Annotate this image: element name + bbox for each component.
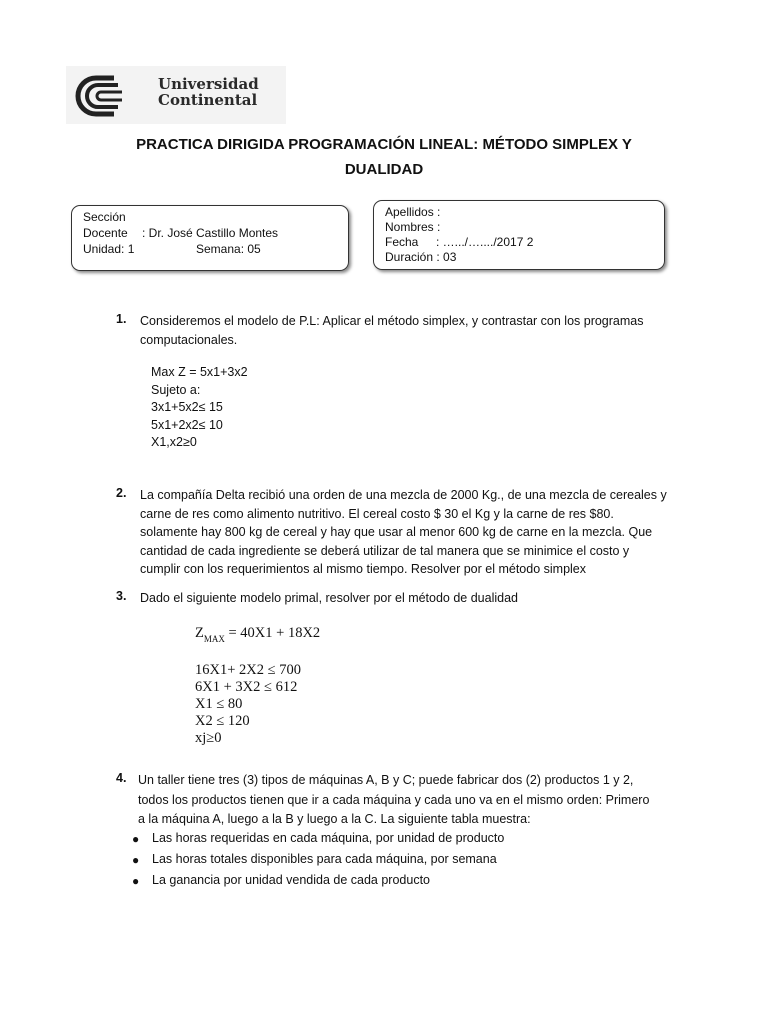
apellidos-field: Apellidos : (385, 205, 441, 219)
q1-subject-to: Sujeto a: (151, 382, 201, 397)
q3-constraint: X2 ≤ 120 (195, 713, 250, 729)
q1-model (151, 364, 248, 452)
fecha-value: : ….../…..../2017 2 (436, 235, 534, 249)
course-info-box (71, 205, 349, 271)
page-title-line-2: DUALIDAD (344, 161, 424, 178)
bullet-icon: ● (132, 832, 140, 846)
q2-text-line: cantidad de cada ingrediente se deberá utilizar de tal manera que se minimice el costo y (140, 543, 630, 558)
university-logo (66, 66, 286, 124)
q2-number: 2. (116, 486, 127, 500)
q3-constraint: X1 ≤ 80 (195, 696, 243, 712)
q3-constraints (195, 662, 301, 747)
seccion-label: Sección (83, 210, 126, 224)
q3-constraint: 6X1 + 3X2 ≤ 612 (195, 679, 298, 695)
q4-bullet-item: Las horas requeridas en cada máquina, por unidad de producto (152, 831, 505, 845)
q3-z-subscript: MAX (203, 634, 225, 644)
q4-bullet-item: La ganancia por unidad vendida de cada producto (152, 873, 430, 887)
semana-label: Semana: 05 (196, 242, 261, 256)
q4-text-line: todos los productos tienen que ir a cada máquina y cada uno va en el mismo orden: Primero (138, 792, 650, 807)
q1-number: 1. (116, 312, 127, 326)
page-title-line-1: PRACTICA DIRIGIDA PROGRAMACIÓN LINEAL: MÉTODO SIMPLEX Y (136, 136, 632, 153)
student-info-box (373, 200, 665, 270)
q3-z-expression: = 40X1 + 18X2 (224, 625, 321, 641)
logo-emblem-icon (74, 74, 154, 118)
q3-objective (195, 625, 320, 648)
q2-text-line: solamente hay 800 kg de cereal y hay que usar al menor 600 kg de carne en la mezcla. Que (140, 525, 653, 539)
fecha-label: Fecha (385, 235, 419, 249)
q4-number: 4. (116, 771, 127, 785)
q2-text (140, 486, 695, 579)
q4-text-line: a la máquina A, luego a la B y luego a la C. La siguiente tabla muestra: (138, 812, 531, 826)
q2-text-line: La compañía Delta recibió una orden de una mezcla de 2000 Kg., de una mezcla de cereales y (140, 488, 667, 502)
logo-line-1: Universidad (158, 75, 259, 93)
q1-constraint: 5x1+2x2≤ 10 (151, 417, 223, 432)
nombres-field: Nombres : (385, 220, 441, 234)
q2-text-line: carne de res como alimento nutritivo. El cereal costo $ 30 el Kg y la carne de res $80. (140, 506, 614, 521)
q3-constraint: 16X1+ 2X2 ≤ 700 (195, 662, 301, 678)
bullet-icon: ● (132, 853, 140, 867)
unidad-label: Unidad: 1 (83, 242, 135, 256)
docente-label: Docente (83, 226, 128, 240)
q3-nonnegativity: xj≥0 (195, 730, 222, 746)
q1-objective: Max Z = 5x1+3x2 (151, 365, 248, 379)
logo-line-2: Continental (158, 91, 258, 109)
q3-number: 3. (116, 589, 127, 603)
q4-text (138, 771, 693, 830)
duracion-field: Duración : 03 (385, 250, 457, 264)
q1-text (140, 312, 695, 349)
q1-nonnegativity: X1,x2≥0 (151, 435, 197, 449)
q3-z: Z (195, 625, 204, 641)
q1-constraint: 3x1+5x2≤ 15 (151, 400, 223, 414)
q1-text-line: computacionales. (140, 332, 238, 347)
docente-value: : Dr. José Castillo Montes (142, 226, 279, 240)
bullet-icon: ● (132, 874, 140, 888)
q3-text: Dado el siguiente modelo primal, resolver por el método de dualidad (140, 591, 518, 605)
logo-text (158, 76, 259, 108)
q4-bullet-item: Las horas totales disponibles para cada máquina, por semana (152, 852, 497, 866)
q4-text-line: Un taller tiene tres (3) tipos de máquinas A, B y C; puede fabricar dos (2) productos 1 y 2, (138, 773, 634, 787)
q2-text-line: cumplir con los requerimientos al mismo tiempo. Resolver por el método simplex (140, 562, 587, 576)
q1-text-line: Consideremos el modelo de P.L: Aplicar el método simplex, y contrastar con los programas (140, 314, 644, 328)
